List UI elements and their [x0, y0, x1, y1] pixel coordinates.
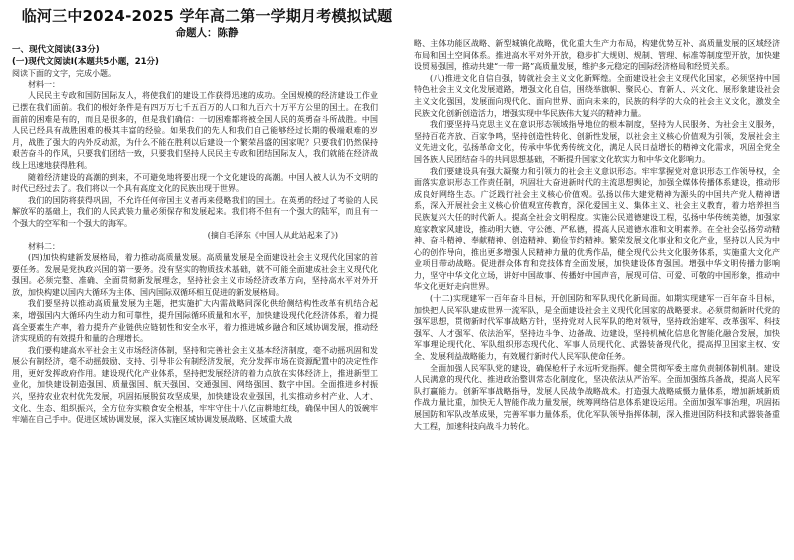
right-column [414, 38, 780, 558]
exam-title: 临河三中2024-2025 学年高二第一学期月考模拟试题 [21, 7, 393, 25]
material1-paragraph-1: 人民民主专政和国防国际友人，将使我们的建设工作获得迅速的成功。全国规模的经济建设工作业已摆在我们面前。我们的根好条件是有四万万七千五百万的人口和九百六十万平方公里的国土。在我们面前的困难是有的，而且是很多的，但是我们确信：一切困难都将被全国人民的英勇奋斗所战胜。中国人民已经具有战胜困难的极其丰富的经验。如果我们的先人和我们自己能够经过长期的极端艰难的岁月，战胜了强大的内外反动派，为什么不能在胜利以后建设一个繁荣昌盛的国家呢？只要我们仍然保持艰苦奋斗的作风，只要我们团结一致，只要我们坚持人民民主专政和团结国际友人，我们就能在经济战线上迅速地获得胜利。 [12, 91, 378, 170]
material1-paragraph-2: 随着经济建设的高潮的到来，不可避免地将要出现一个文化建设的高潮。中国人被人认为不文明的时代已经过去了。我们将以一个具有高度文化的民族出现于世界。 [12, 172, 378, 194]
instruction-text: 阅读下面的文字，完成小题。 [12, 69, 116, 78]
material2-label: 材料二： [28, 241, 60, 251]
material2-paragraph-7: (十二)实现建军一百年奋斗目标，开创国防和军队现代化新局面。如期实现建军一百年奋斗目标，加快把人民军队建成世界一流军队，是全面建设社会主义现代化国家的战略要求。必须贯彻新时代党的强军思想，贯彻新时代军事战略方针，坚持党对人民军队的绝对领导，坚持政治建军、改革强军、科技强军、人才强军、依法治军，坚持边斗争、边备战、边建设，坚持机械化信息化智能化融合发展，加快军事理论现代化、军队组织形态现代化、军事人员现代化、武器装备现代化，提高捍卫国家主权、安全、发展利益战略能力，有效履行新时代人民军队使命任务。 [414, 294, 780, 362]
material2-paragraph-3: 我们要构建高水平社会主义市场经济体制，坚持和完善社会主义基本经济制度，毫不动摇巩固和发展公有制经济，毫不动摇鼓励、支持、引导非公有制经济发展，充分发挥市场在资源配置中的决定性作用，更好发挥政府作用。建设现代化产业体系，坚持把发展经济的着力点放在实体经济上，推进新型工业化，加快建设制造强国、质量强国、航天强国、交通强国、网络强国、数字中国。全面推进乡村振兴，坚持农业农村优先发展，巩固拓展脱贫攻坚成果，加快建设农业强国，扎实推动乡村产业、人才、文化、生态、组织振兴，全方位夯实粮食安全根基，牢牢守住十八亿亩耕地红线，确保中国人的饭碗牢牢端在自己手中。促进区域协调发展，深入实施区域协调发展战略、区域重大战 [12, 345, 378, 425]
exam-author: 命题人：陈静 [175, 27, 239, 39]
material1-paragraph-3: 我们的国防将获得巩固，不允许任何帝国主义者再来侵略我们的国土。在英勇的经过了考验的人民解放军的基础上，我们的人民武装力量必须保存和发展起来。我们将不但有一个强大的陆军，而且有一个强大的空军和一个强大的海军。 [12, 195, 378, 228]
section-heading: 一、现代文阅读(33分) [12, 45, 100, 55]
material2-paragraph-3-cont: 略、主体功能区战略、新型城镇化战略，优化重大生产力布局，构建优势互补、高质量发展的区域经济布局和国土空间体系。推进高水平对外开放，稳步扩大规则、规制、管理、标准等制度型开放，加快建设贸易强国，推动共建“一带一路”高质量发展，维护多元稳定的国际经济格局和经贸关系。 [414, 39, 780, 72]
material1-source: (摘自毛泽东《中国人从此站起来了》) [207, 230, 338, 240]
material1-label: 材料一： [28, 80, 60, 90]
material2-paragraph-6: 我们要建设具有强大凝聚力和引领力的社会主义意识形态。牢牢掌握党对意识形态工作领导权，全面落实意识形态工作责任制，巩固壮大奋进新时代的主流思想舆论，加强全媒体传播体系建设，推动形成良好网络生态。广泛践行社会主义核心价值观。弘扬以伟大建党精神为源头的中国共产党人精神谱系，深入开展社会主义核心价值观宣传教育，深化爱国主义、集体主义、社会主义教育，着力培养担当民族复兴大任的时代新人。提高全社会文明程度。实施公民道德建设工程，弘扬中华传统美德，加强家庭家教家风建设，推动明大德、守公德、严私德，提高人民道德水准和文明素养。在全社会弘扬劳动精神、奋斗精神、奉献精神、创造精神、勤俭节约精神。繁荣发展文化事业和文化产业，坚持以人民为中心的创作导向，推出更多增强人民精神力量的优秀作品，健全现代公共文化服务体系，实施重大文化产业项目带动战略。促进群众体育和竞技体育全面发展，加快建设体育强国。增强中华文明传播力影响力，坚守中华文化立场，讲好中国故事、传播好中国声音，展现可信、可爱、可敬的中国形象，推动中华文化更好走向世界。 [414, 166, 780, 292]
material2-paragraph-1: (四)加快构建新发展格局，着力推动高质量发展。高质量发展是全面建设社会主义现代化国家的首要任务。发展是党执政兴国的第一要务。没有坚实的物质技术基础，就不可能全面建成社会主义现代化强国。必须完整、准确、全面贯彻新发展理念，坚持社会主义市场经济改革方向，坚持高水平对外开放，加快构建以国内大循环为主体、国内国际双循环相互促进的新发展格局。 [12, 252, 378, 297]
material2-paragraph-8: 全面加强人民军队党的建设，确保枪杆子永远听党指挥。健全贯彻军委主席负责制体制机制。建设人民满意的现代化、推进政治整训常态化制度化，坚决依法从严治军。全面加强练兵备战，提高人民军队打赢能力。创新军事战略指导，发展人民战争战略战术。打造强大战略威慑力量体系，增加新域新质作战力量比重，加快无人智能作战力量发展，统筹网络信息体系建设运用。全面加强军事治理，巩固拓展国防和军队改革成果，完善军事力量体系，优化军队领导指挥体制，深入推进国防科技和武器装备重大工程，加速科技向战斗力转化。 [414, 363, 780, 431]
material2-paragraph-4: (八)推进文化自信自强，铸就社会主义文化新辉煌。全面建设社会主义现代化国家，必须坚持中国特色社会主义文化发展道路，增强文化自信，围绕举旗帜、聚民心、育新人、兴文化、展形象建设社会主义文化强国，发展面向现代化、面向世界、面向未来的，民族的科学的大众的社会主义文化，激发全民族文化创新创造活力，增强实现中华民族伟大复兴的精神力量。 [414, 73, 780, 118]
material2-paragraph-5: 我们要坚持马克思主义在意识形态领域指导地位的根本制度，坚持为人民服务、为社会主义服务，坚持百花齐放、百家争鸣，坚持创造性转化、创新性发展，以社会主义核心价值观为引领，发展社会主义先进文化，弘扬革命文化，传承中华优秀传统文化，满足人民日益增长的精神文化需求，巩固全党全国各族人民团结奋斗的共同思想基础，不断提升国家文化软实力和中华文化影响力。 [414, 120, 780, 164]
subsection-heading: (一)现代文阅读Ⅰ(本题共5小题，21分) [12, 57, 159, 67]
left-column [12, 44, 378, 560]
material2-paragraph-2: 我们要坚持以推动高质量发展为主题，把实施扩大内需战略同深化供给侧结构性改革有机结合起来，增强国内大循环内生动力和可靠性，提升国际循环质量和水平，加快建设现代化经济体系，着力提高全要素生产率，着力提升产业链供应链韧性和安全水平，着力推进城乡融合和区域协调发展，推动经济实现质的有效提升和量的合理增长。 [12, 299, 378, 344]
